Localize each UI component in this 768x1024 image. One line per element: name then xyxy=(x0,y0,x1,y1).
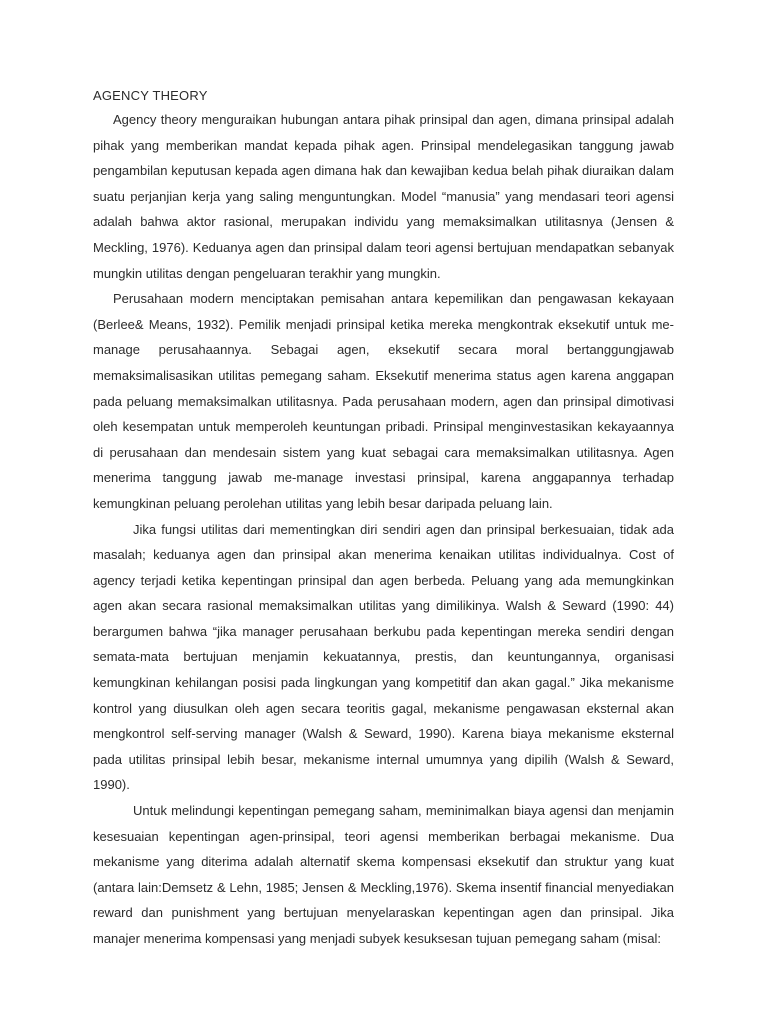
document-heading: AGENCY THEORY xyxy=(93,88,208,103)
paragraph-cost-of-agency: Jika fungsi utilitas dari mementingkan diri sendiri agen dan prinsipal berkesuaian, tidak ada masalah; keduanya agen dan prinsipal akan menerima kenaikan utilitas individualnya. Cost of agency terjadi ketika kepentingan prinsipal dan agen berbeda. Peluang yang ada memungkinkan agen akan secara rasional memaksimalkan utilitas yang dimilikinya. Walsh & Seward (1990: 44) berargumen bahwa “jika manager perusahaan berkubu pada kepentingan mereka sendiri dengan semata-mata bertujuan menjamin kekuatannya, prestis, dan keuntungannya, organisasi kemungkinan kehilangan posisi pada lingkungan yang kompetitif dan akan gagal.” Jika mekanisme kontrol yang diusulkan oleh agen secara teoritis gagal, mekanisme pengawasan eksternal akan mengkontrol self-serving manager (Walsh & Seward, 1990). Karena biaya mekanisme eksternal pada utilitas prinsipal lebih besar, mekanisme internal umumnya yang dipilih (Walsh & Seward, 1990). xyxy=(93,521,674,793)
document-page xyxy=(93,86,674,952)
paragraph-agency-theory-definition: Agency theory menguraikan hubungan antara pihak prinsipal dan agen, dimana prinsipal adalah pihak yang memberikan mandat kepada pihak agen. Prinsipal mendelegasikan tanggung jawab pengambilan keputusan kepada agen dimana hak dan kewajiban kedua belah pihak diuraikan dalam suatu perjanjian kerja yang saling menguntungkan. Model “manusia” yang mendasari teori agensi adalah bahwa aktor rasional, merupakan individu yang memaksimalkan utilitasnya (Jensen & Meckling, 1976). Keduanya agen dan prinsipal dalam teori agensi bertujuan mendapatkan sebanyak mungkin utilitas dengan pengeluaran terakhir yang mungkin. xyxy=(93,112,674,281)
paragraph-mechanisms: Untuk melindungi kepentingan pemegang saham, meminimalkan biaya agensi dan menjamin kesesuaian kepentingan agen-prinsipal, teori agensi memberikan berbagai mekanisme. Dua mekanisme yang diterima adalah alternatif skema kompensasi eksekutif dan struktur yang kuat (antara lain:Demsetz & Lehn, 1985; Jensen & Meckling,1976). Skema insentif financial menyediakan reward dan punishment yang bertujuan menyelaraskan kepentingan agen dan prinsipal. Jika manajer menerima kompensasi yang menjadi subyek kesuksesan tujuan pemegang saham (misal: xyxy=(93,803,674,946)
paragraph-modern-firm: Perusahaan modern menciptakan pemisahan antara kepemilikan dan pengawasan kekayaan (Berlee& Means, 1932). Pemilik menjadi prinsipal ketika mereka mengkontrak eksekutif untuk me-manage perusahaannya. Sebagai agen, eksekutif secara moral bertanggungjawab memaksimalisasikan utilitas pemegang saham. Eksekutif menerima status agen karena anggapan pada peluang memaksimalkan utilitasnya. Pada perusahaan modern, agen dan prinsipal dimotivasi oleh kesempatan untuk memperoleh keuntungan pribadi. Prinsipal menginvestasikan kekayaannya di perusahaan dan mendesain sistem yang kuat sebagai cara memaksimalkan utilitasnya. Agen menerima tanggung jawab me-manage investasi prinsipal, karena anggapannya terhadap kemungkinan peluang perolehan utilitas yang lebih besar daripada peluang lain. xyxy=(93,291,674,511)
